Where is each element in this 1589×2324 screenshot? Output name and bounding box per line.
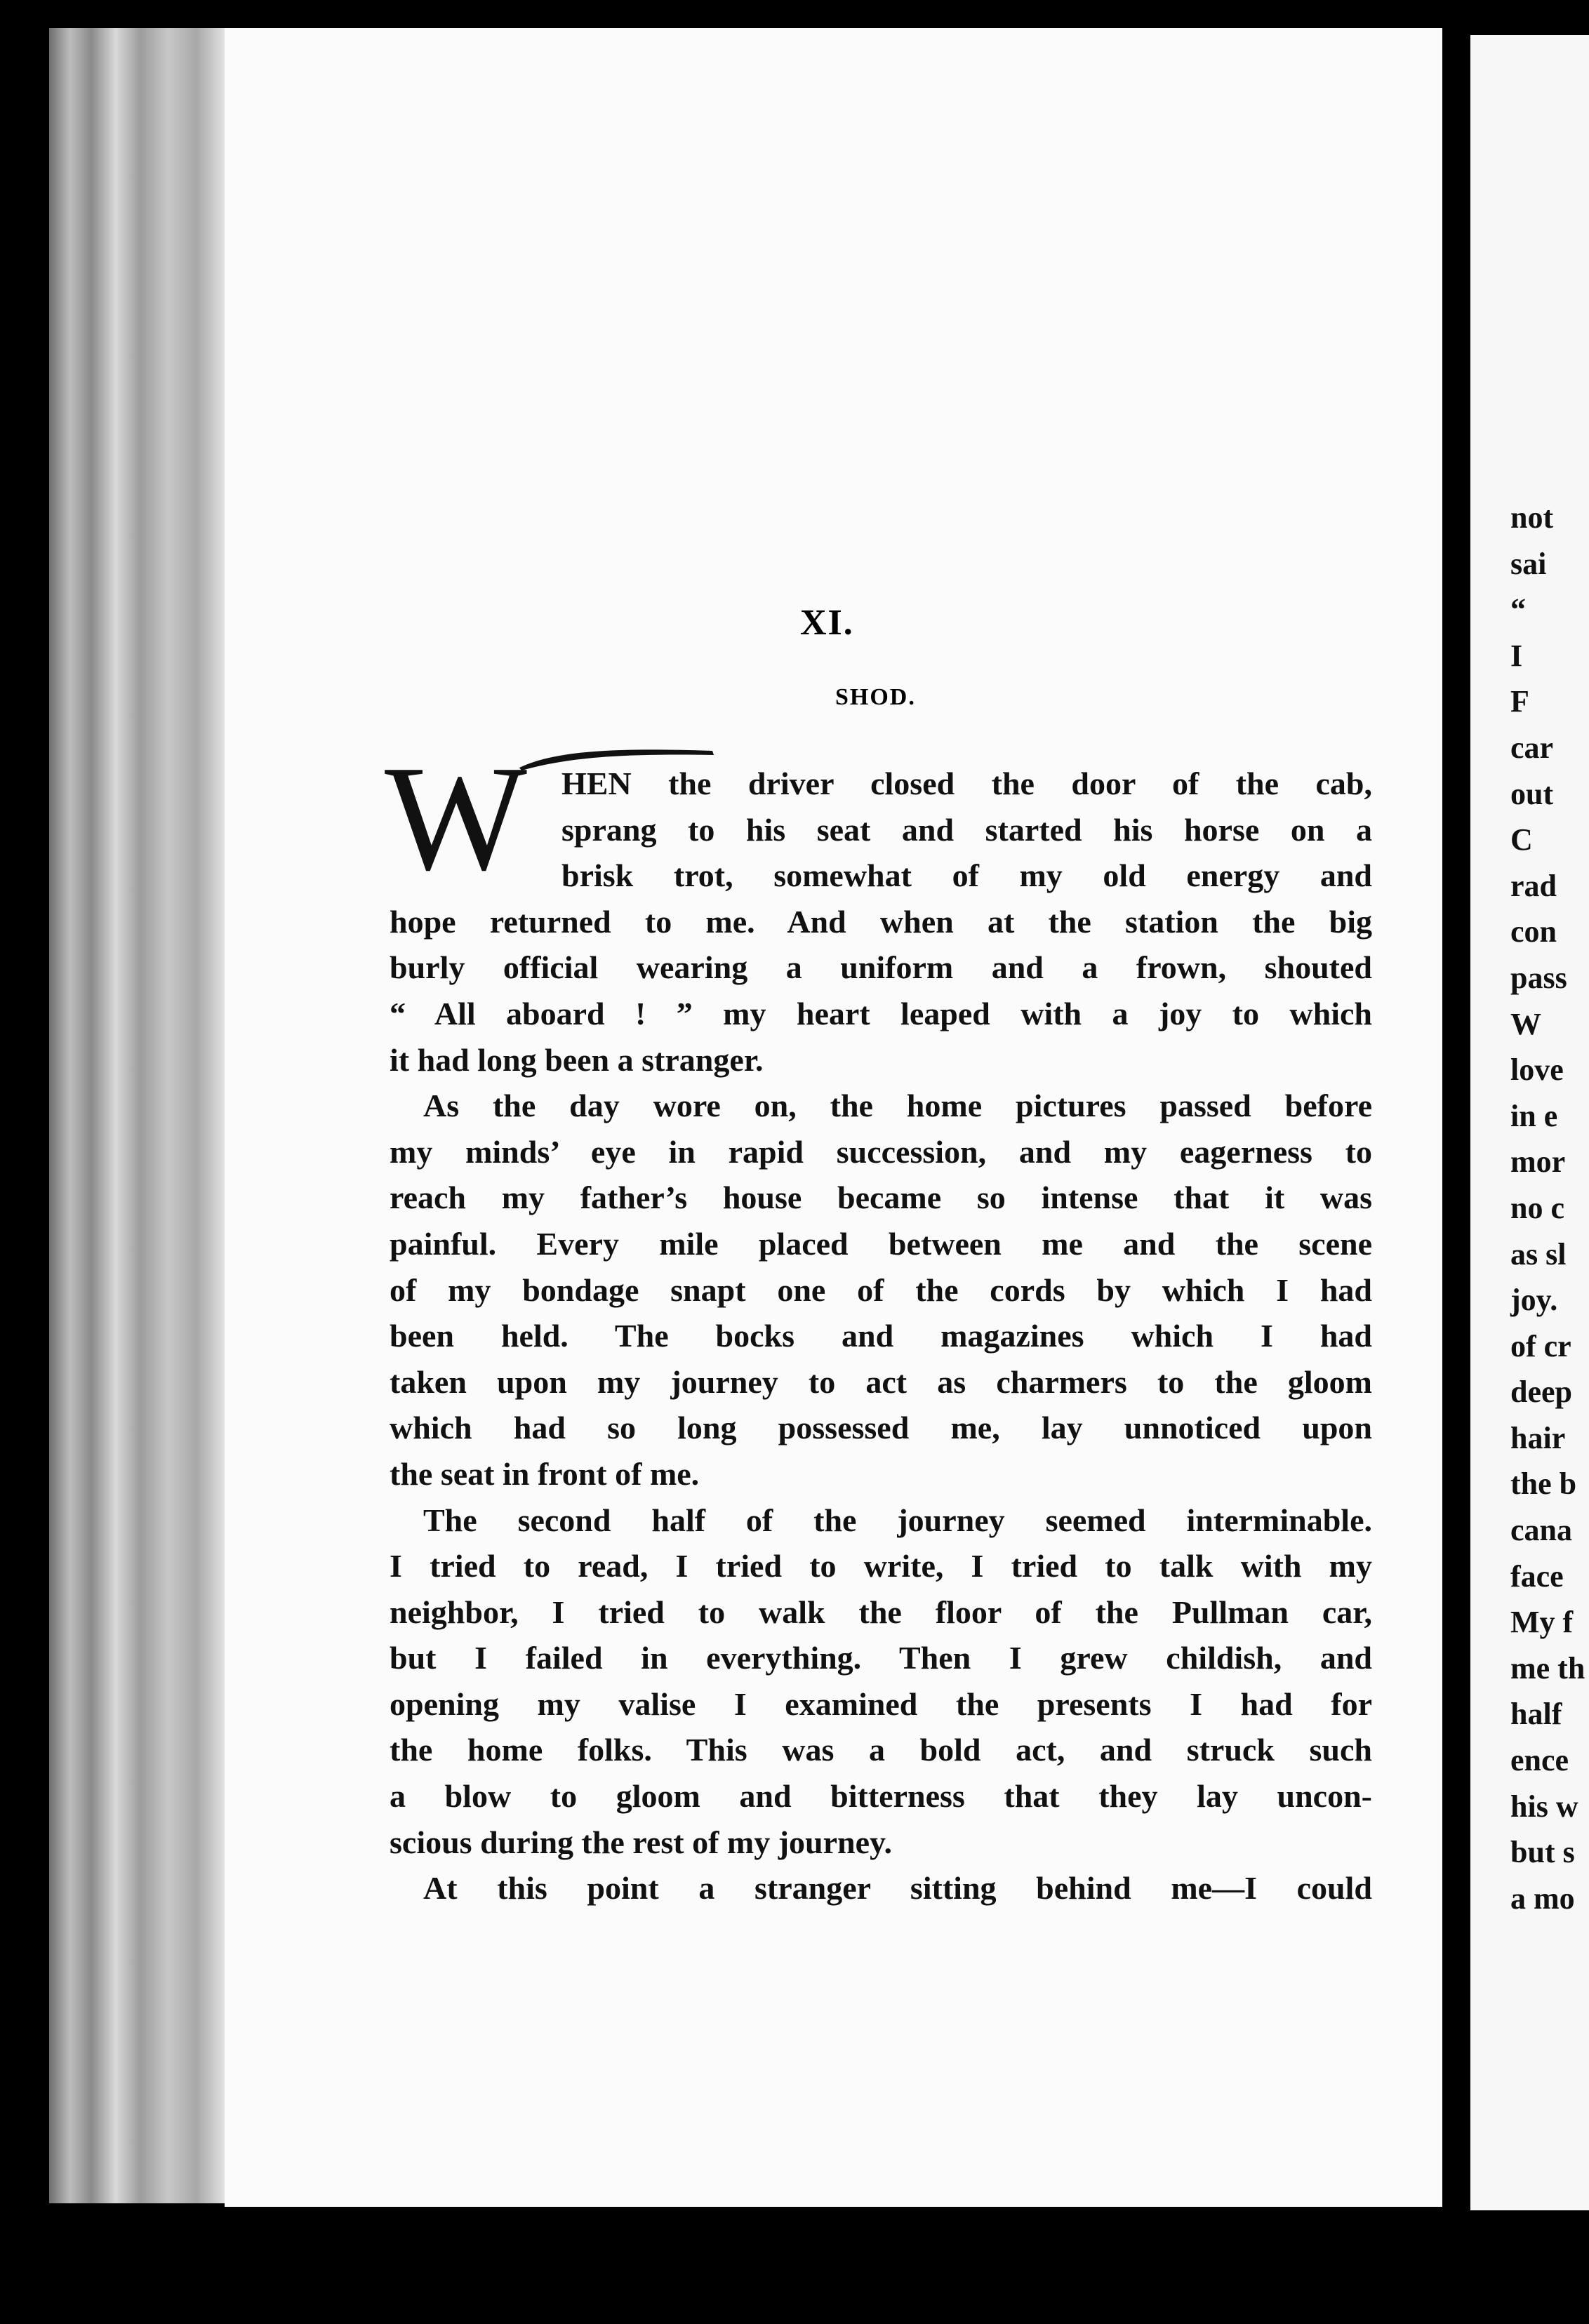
text-fragment: W: [1510, 1006, 1541, 1041]
text-line: of my bondage snapt one of the cords by which I had: [390, 1271, 1372, 1308]
page-edges: [49, 28, 225, 2203]
text-fragment: not: [1510, 500, 1554, 535]
text-fragment: the b: [1510, 1467, 1577, 1502]
right-page-text: [1510, 495, 1589, 1921]
text-line: which had so long possessed me, lay unnoticed upon: [390, 1410, 1372, 1446]
text-fragment: love: [1510, 1053, 1564, 1088]
text-fragment: ence: [1510, 1743, 1569, 1778]
text-line: the home folks. This was a bold act, and struck such: [390, 1732, 1372, 1768]
text-line: my minds’ eye in rapid succession, and my eagerness to: [390, 1133, 1372, 1170]
text-line: opening my valise I examined the presents I had for: [390, 1685, 1372, 1722]
text-line: hope returned to me. And when at the station the big: [390, 903, 1372, 940]
text-line: As the day wore on, the home pictures passed before: [423, 1088, 1372, 1124]
text-fragment: deep: [1510, 1375, 1572, 1410]
text-fragment: face: [1510, 1558, 1564, 1594]
chapter-title: SHOD.: [835, 684, 916, 710]
text-fragment: sai: [1510, 546, 1547, 581]
text-line: “ All aboard ! ” my heart leaped with a joy to which: [390, 995, 1372, 1031]
text-fragment: his w: [1510, 1789, 1578, 1824]
text-line: scious during the rest of my journey.: [390, 1824, 892, 1860]
text-fragment: “: [1510, 592, 1526, 627]
text-fragment: mor: [1510, 1144, 1566, 1180]
text-fragment: in e: [1510, 1098, 1558, 1133]
text-fragment: pass: [1510, 960, 1567, 995]
dropcap-letter: W: [385, 734, 527, 902]
text-line: At this point a stranger sitting behind me—I could: [423, 1870, 1372, 1906]
text-line: neighbor, I tried to walk the floor of the Pullman car,: [390, 1594, 1372, 1630]
text-fragment: me th: [1510, 1650, 1585, 1685]
text-fragment: a mo: [1510, 1881, 1575, 1916]
text-line: reach my father’s house became so intense that it was: [390, 1180, 1372, 1216]
text-fragment: My f: [1510, 1605, 1574, 1640]
text-fragment: half: [1510, 1697, 1562, 1732]
text-fragment: no c: [1510, 1190, 1564, 1225]
text-fragment: out: [1510, 776, 1554, 811]
text-line: it had long been a stranger.: [390, 1041, 764, 1078]
text-fragment: as sl: [1510, 1236, 1567, 1271]
text-line: but I failed in everything. Then I grew childish, and: [390, 1640, 1372, 1676]
text-line: sprang to his seat and started his horse on a: [561, 811, 1372, 848]
text-fragment: joy.: [1510, 1283, 1558, 1318]
text-line: taken upon my journey to act as charmers to the gloom: [390, 1363, 1372, 1400]
text-line: painful. Every mile placed between me and the scene: [390, 1225, 1372, 1262]
chapter-number: XI.: [800, 603, 854, 643]
text-line: The second half of the journey seemed interminable.: [423, 1502, 1372, 1538]
text-line: burly official wearing a uniform and a frown, shouted: [390, 949, 1372, 986]
text-line: been held. The bocks and magazines which I had: [390, 1318, 1372, 1354]
text-fragment: hair: [1510, 1420, 1566, 1455]
text-fragment: but s: [1510, 1835, 1575, 1870]
text-line: I tried to read, I tried to write, I tried to talk with my: [390, 1548, 1372, 1584]
text-fragment: rad: [1510, 868, 1557, 903]
body-text: [390, 761, 1372, 1911]
text-line: the seat in front of me.: [390, 1455, 700, 1492]
text-fragment: of cr: [1510, 1328, 1571, 1363]
text-fragment: I: [1510, 638, 1523, 673]
text-fragment: F: [1510, 684, 1529, 719]
text-fragment: car: [1510, 730, 1554, 765]
text-line: a blow to gloom and bitterness that they lay uncon-: [390, 1778, 1372, 1815]
text-line: HEN the driver closed the door of the cab,: [561, 766, 1372, 801]
text-fragment: cana: [1510, 1513, 1572, 1548]
text-fragment: con: [1510, 914, 1557, 949]
text-line: brisk trot, somewhat of my old energy and: [561, 857, 1372, 894]
text-fragment: C: [1510, 822, 1533, 857]
